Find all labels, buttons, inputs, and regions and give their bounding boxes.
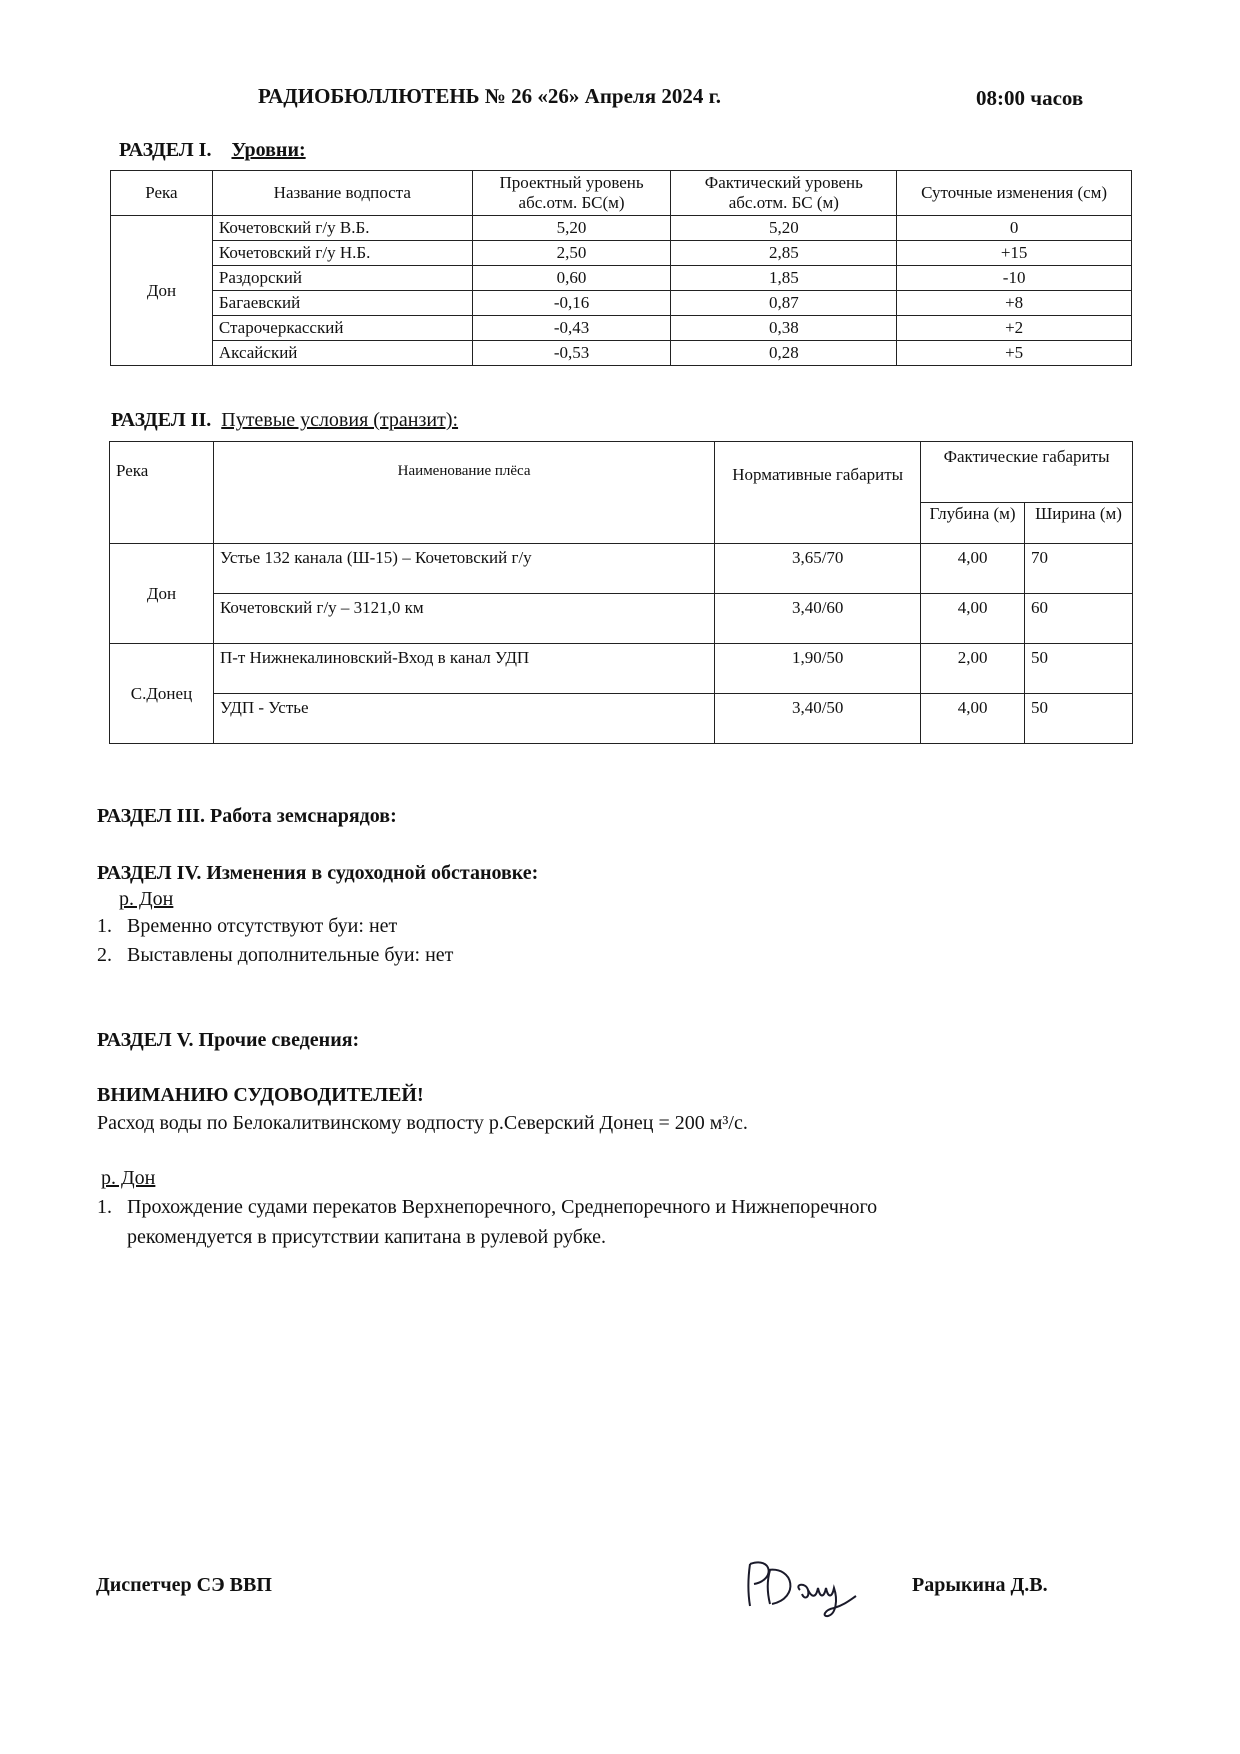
list-item-number: 1. xyxy=(97,915,112,937)
dispatcher-title: Диспетчер СЭ ВВП xyxy=(96,1574,272,1596)
actual-width: 70 xyxy=(1025,544,1133,594)
design-level: 0,60 xyxy=(472,266,671,291)
section5-river: р. Дон xyxy=(101,1167,156,1189)
actual-depth: 4,00 xyxy=(921,594,1025,644)
actual-depth: 2,00 xyxy=(921,644,1025,694)
daily-change: +15 xyxy=(897,241,1132,266)
table-row xyxy=(110,544,1133,594)
attention-heading: ВНИМАНИЮ СУДОВОДИТЕЛЕЙ! xyxy=(97,1084,424,1106)
list-item xyxy=(97,1196,1187,1219)
table-row xyxy=(111,291,1132,316)
section2-heading xyxy=(111,409,458,432)
section1-title: Уровни: xyxy=(231,139,306,161)
col-stretch: Наименование плёса xyxy=(213,442,714,544)
stretch-name: УДП - Устье xyxy=(213,694,714,744)
actual-level: 0,38 xyxy=(671,316,897,341)
daily-change: +2 xyxy=(897,316,1132,341)
actual-depth: 4,00 xyxy=(921,694,1025,744)
list-item xyxy=(97,944,453,967)
table-row xyxy=(111,341,1132,366)
table-row xyxy=(110,644,1133,694)
stretch-name: Кочетовский г/у – 3121,0 км xyxy=(213,594,714,644)
actual-level: 5,20 xyxy=(671,216,897,241)
stretch-name: П-т Нижнекалиновский-Вход в канал УДП xyxy=(213,644,714,694)
col-design-level: Проектный уровень абс.отм. БС(м) xyxy=(472,171,671,216)
table-row xyxy=(111,216,1132,241)
river-cell: С.Донец xyxy=(110,644,214,744)
stretch-name: Устье 132 канала (Ш-15) – Кочетовский г/у xyxy=(213,544,714,594)
levels-table xyxy=(110,170,1132,366)
daily-change: 0 xyxy=(897,216,1132,241)
col-actual-level: Фактический уровень абс.отм. БС (м) xyxy=(671,171,897,216)
actual-level: 0,28 xyxy=(671,341,897,366)
section1-number: РАЗДЕЛ I. xyxy=(119,139,212,161)
section4-heading: РАЗДЕЛ IV. Изменения в судоходной обстановке: xyxy=(97,862,539,884)
route-header-row xyxy=(110,442,1133,503)
levels-header-row xyxy=(111,171,1132,216)
normative-dims: 3,65/70 xyxy=(715,544,921,594)
river-cell: Дон xyxy=(110,544,214,644)
col-river: Река xyxy=(110,442,214,544)
bulletin-title: РАДИОБЮЛЛЮТЕНЬ № 26 «26» Апреля 2024 г. xyxy=(258,84,721,108)
actual-width: 50 xyxy=(1025,644,1133,694)
daily-change: -10 xyxy=(897,266,1132,291)
route-conditions-table xyxy=(109,441,1133,744)
design-level: 2,50 xyxy=(472,241,671,266)
table-row xyxy=(110,594,1133,644)
bulletin-time: 08:00 часов xyxy=(976,86,1084,110)
handwritten-signature xyxy=(738,1550,878,1625)
table-row xyxy=(111,266,1132,291)
daily-change: +5 xyxy=(897,341,1132,366)
design-level: -0,16 xyxy=(472,291,671,316)
actual-level: 1,85 xyxy=(671,266,897,291)
table-row xyxy=(111,241,1132,266)
design-level: -0,43 xyxy=(472,316,671,341)
post-name: Аксайский xyxy=(212,341,472,366)
post-name: Кочетовский г/у В.Б. xyxy=(212,216,472,241)
post-name: Кочетовский г/у Н.Б. xyxy=(212,241,472,266)
col-post-name: Название водпоста xyxy=(212,171,472,216)
list-item-number: 2. xyxy=(97,944,112,966)
col-actual-dims: Фактические габариты xyxy=(921,442,1133,503)
post-name: Старочеркасский xyxy=(212,316,472,341)
flow-info: Расход воды по Белокалитвинскому водпосту р.Северский Донец = 200 м³/с. xyxy=(97,1112,748,1134)
actual-level: 2,85 xyxy=(671,241,897,266)
list-item-text: Выставлены дополнительные буи: нет xyxy=(127,944,454,966)
dispatcher-name: Рарыкина Д.В. xyxy=(912,1574,1048,1596)
normative-dims: 1,90/50 xyxy=(715,644,921,694)
col-depth: Глубина (м) xyxy=(921,503,1025,544)
normative-dims: 3,40/50 xyxy=(715,694,921,744)
section5-heading: РАЗДЕЛ V. Прочие сведения: xyxy=(97,1029,360,1051)
section4-river: р. Дон xyxy=(119,888,174,910)
post-name: Багаевский xyxy=(212,291,472,316)
post-name: Раздорский xyxy=(212,266,472,291)
section2-number: РАЗДЕЛ II. xyxy=(111,409,212,431)
normative-dims: 3,40/60 xyxy=(715,594,921,644)
daily-change: +8 xyxy=(897,291,1132,316)
list-item-continuation: рекомендуется в присутствии капитана в рулевой рубке. xyxy=(127,1226,606,1248)
list-item xyxy=(97,915,397,938)
col-width: Ширина (м) xyxy=(1025,503,1133,544)
table-row xyxy=(111,316,1132,341)
design-level: 5,20 xyxy=(472,216,671,241)
section2-title: Путевые условия (транзит): xyxy=(221,409,459,431)
section1-heading xyxy=(119,139,306,162)
actual-level: 0,87 xyxy=(671,291,897,316)
actual-depth: 4,00 xyxy=(921,544,1025,594)
col-river: Река xyxy=(111,171,213,216)
river-cell: Дон xyxy=(111,216,213,366)
section3-heading: РАЗДЕЛ III. Работа земснарядов: xyxy=(97,805,397,827)
table-row xyxy=(110,694,1133,744)
list-item-number: 1. xyxy=(97,1196,112,1218)
list-item-text: Временно отсутствуют буи: нет xyxy=(127,915,398,937)
actual-width: 50 xyxy=(1025,694,1133,744)
col-daily-change: Суточные изменения (см) xyxy=(897,171,1132,216)
actual-width: 60 xyxy=(1025,594,1133,644)
design-level: -0,53 xyxy=(472,341,671,366)
list-item-text: Прохождение судами перекатов Верхнепоречного, Среднепоречного и Нижнепоречного xyxy=(127,1196,878,1218)
col-normative: Нормативные габариты xyxy=(715,442,921,544)
